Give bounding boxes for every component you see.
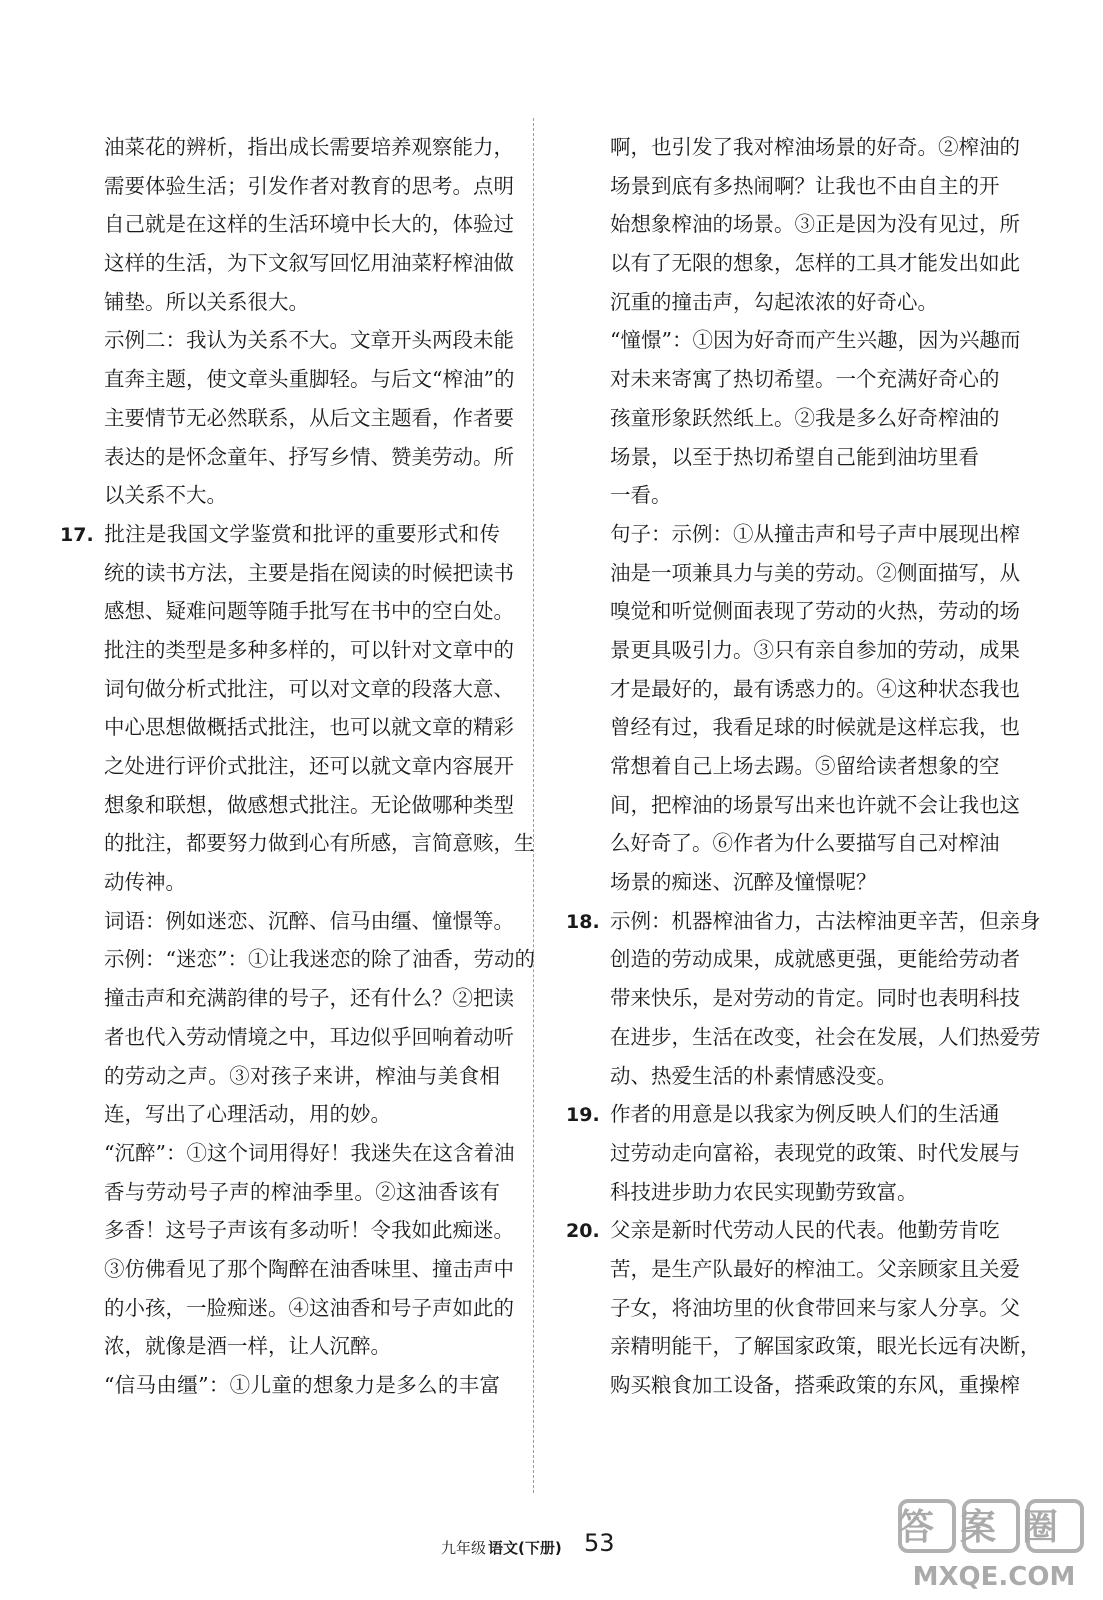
left-text-line: 者也代入劳动情境之中，耳边似乎回响着动听 [104, 1024, 514, 1049]
right-text-line [566, 902, 1041, 941]
question-number: 20. [566, 1220, 600, 1243]
right-text-line: 沉重的撞击声，勾起浓浓的好奇心。 [610, 289, 938, 314]
left-text-line: 油菜花的辨析，指出成长需要培养观察能力， [104, 135, 514, 159]
left-text-line: 直奔主题，使文章头重脚轻。与后文“榨油”的 [104, 367, 515, 392]
right-text-line: 啊，也引发了我对榨油场景的好奇。②榨油的 [610, 135, 1020, 159]
right-text-line: 以有了无限的想象，怎样的工具才能发出如此 [610, 251, 1020, 276]
left-text-line: 撞击声和充满韵律的号子，还有什么？②把读 [104, 986, 514, 1011]
question-number: 18. [566, 910, 600, 933]
left-text-line: 想象和联想，做感想式批注。无论做哪种类型 [104, 792, 514, 817]
right-text-line: 亲精明能干，了解国家政策，眼光长远有决断， [610, 1334, 1041, 1359]
right-text-line: 场景到底有多热闹啊？让我也不由自主的开 [610, 173, 1000, 198]
right-text-line: 场景，以至于热切希望自己能到油坊里看 [610, 444, 979, 469]
right-text-line: 始想象榨油的场景。③正是因为没有见过，所 [610, 212, 1020, 237]
watermark-bottom-text: MXQE.COM [912, 1562, 1076, 1592]
right-text-line: 么好奇了。⑥作者为什么要描写自己对榨油 [610, 831, 1000, 856]
right-text-line: 动、热爱生活的朴素情感没变。 [610, 1063, 897, 1088]
left-text-line: 主要情节无必然联系，从后文主题看，作者要 [104, 405, 514, 430]
left-text-line: “信马由缰”：①儿童的想象力是多么的丰富 [104, 1373, 500, 1397]
left-text-line: 连，写出了心理活动，用的妙。 [104, 1102, 391, 1127]
right-text-line: 苦，是生产队最好的榨油工。父亲顾家且关爱 [610, 1256, 1020, 1281]
right-text-line [566, 1211, 1000, 1250]
right-text-line: “憧憬”：①因为好奇而产生兴趣，因为兴趣而 [610, 328, 1021, 353]
left-text-line: 词语：例如迷恋、沉醉、信马由缰、憧憬等。 [104, 908, 514, 933]
right-text-line: 嗅觉和听觉侧面表现了劳动的火热，劳动的场 [610, 599, 1020, 624]
right-text-line: 对未来寄寓了热切希望。一个充满好奇心的 [610, 367, 1000, 392]
right-text-line: 过劳动走向富裕，表现党的政策、时代发展与 [610, 1140, 1020, 1165]
left-text-line [60, 515, 500, 554]
watermark-top-text: 答案圈 [897, 1507, 1085, 1548]
right-text-line: 带来快乐，是对劳动的肯定。同时也表明科技 [610, 986, 1020, 1011]
right-text-line: 科技进步助力农民实现勤劳致富。 [610, 1179, 918, 1204]
right-text-line: 才是最好的，最有诱惑力的。④这种状态我也 [610, 676, 1020, 701]
left-text-line: 示例二：我认为关系不大。文章开头两段未能 [104, 328, 514, 353]
left-text-line: ③仿佛看见了那个陶醉在油香味里、撞击声中 [104, 1256, 514, 1281]
left-text-line: 浓，就像是酒一样，让人沉醉。 [104, 1334, 391, 1359]
page-number: 53 [584, 1529, 615, 1557]
footer-subject: 语文(下册) [488, 1539, 562, 1557]
left-text-line: 多香！这号子声该有多动听！令我如此痴迷。 [104, 1218, 514, 1243]
left-text-line: 统的读书方法，主要是指在阅读的时候把读书 [104, 560, 514, 585]
left-text-line: 香与劳动号子声的榨油季里。②这油香该有 [104, 1179, 500, 1204]
left-text-line: 的批注，都要努力做到心有所感，言简意赅，生 [104, 831, 535, 856]
right-column [566, 128, 1041, 1405]
right-text-line: 在进步，生活在改变，社会在发展，人们热爱劳 [610, 1024, 1041, 1049]
left-text-line: 自己就是在这样的生活环境中长大的，体验过 [104, 212, 514, 237]
left-text-line: 感想、疑难问题等随手批写在书中的空白处。 [104, 599, 514, 624]
left-text-line: 表达的是怀念童年、抒写乡情、赞美劳动。所 [104, 444, 514, 469]
right-text-line: 句子：示例：①从撞击声和号子声中展现出榨 [610, 521, 1020, 546]
right-text-line: 子女，将油坊里的伙食带回来与家人分享。父 [610, 1295, 1020, 1320]
left-text-line: 之处进行评价式批注，还可以就文章内容展开 [104, 754, 514, 778]
right-text-line [566, 1095, 1000, 1134]
right-text-line: 曾经有过，我看足球的时候就是这样忘我，也 [610, 715, 1020, 740]
line-text: 父亲是新时代劳动人民的代表。他勤劳肯吃 [610, 1218, 1000, 1243]
right-text-line: 孩童形象跃然纸上。②我是多么好奇榨油的 [610, 405, 1000, 430]
left-text-line: 动传神。 [104, 870, 186, 895]
left-text-line: 需要体验生活；引发作者对教育的思考。点明 [104, 173, 514, 198]
left-text-line: 的劳动之声。③对孩子来讲，榨油与美食相 [104, 1063, 500, 1088]
line-text: 作者的用意是以我家为例反映人们的生活通 [610, 1102, 1000, 1127]
right-text-line: 创造的劳动成果，成就感更强，更能给劳动者 [610, 947, 1020, 972]
right-text-line: 常想着自己上场去踢。⑤留给读者想象的空 [610, 754, 1000, 778]
footer-grade: 九年级 [441, 1539, 487, 1557]
right-text-line: 间，把榨油的场景写出来也许就不会让我也这 [610, 792, 1020, 817]
right-text-line: 购买粮食加工设备，搭乘政策的东风，重操榨 [610, 1373, 1020, 1397]
left-column [60, 128, 535, 1405]
right-text-line: 景更具吸引力。③只有亲自参加的劳动，成果 [610, 637, 1020, 662]
left-text-line: 示例：“迷恋”：①让我迷恋的除了油香，劳动的 [104, 947, 535, 972]
column-divider [533, 118, 534, 1493]
left-text-line: “沉醉”：①这个词用得好！我迷失在这含着油 [104, 1140, 515, 1165]
left-text-line: 词句做分析式批注，可以对文章的段落大意、 [104, 676, 514, 701]
right-text-line: 油是一项兼具力与美的劳动。②侧面描写，从 [610, 560, 1020, 585]
question-number: 17. [60, 523, 94, 546]
left-text-line: 以关系不大。 [104, 483, 227, 508]
line-text: 示例：机器榨油省力，古法榨油更辛苦，但亲身 [610, 908, 1041, 933]
right-text-line: 场景的痴迷、沉醉及憧憬呢？ [610, 870, 877, 895]
watermark-logo [894, 1495, 1094, 1595]
line-text: 批注是我国文学鉴赏和批评的重要形式和传 [104, 521, 500, 546]
left-text-line: 这样的生活，为下文叙写回忆用油菜籽榨油做 [104, 251, 514, 276]
right-text-line: 一看。 [610, 483, 672, 508]
left-text-line: 铺垫。所以关系很大。 [104, 289, 309, 314]
question-number: 19. [566, 1104, 600, 1127]
left-text-line: 的小孩，一脸痴迷。④这油香和号子声如此的 [104, 1295, 514, 1320]
left-text-line: 批注的类型是多种多样的，可以针对文章中的 [104, 637, 514, 662]
left-text-line: 中心思想做概括式批注，也可以就文章的精彩 [104, 715, 514, 740]
